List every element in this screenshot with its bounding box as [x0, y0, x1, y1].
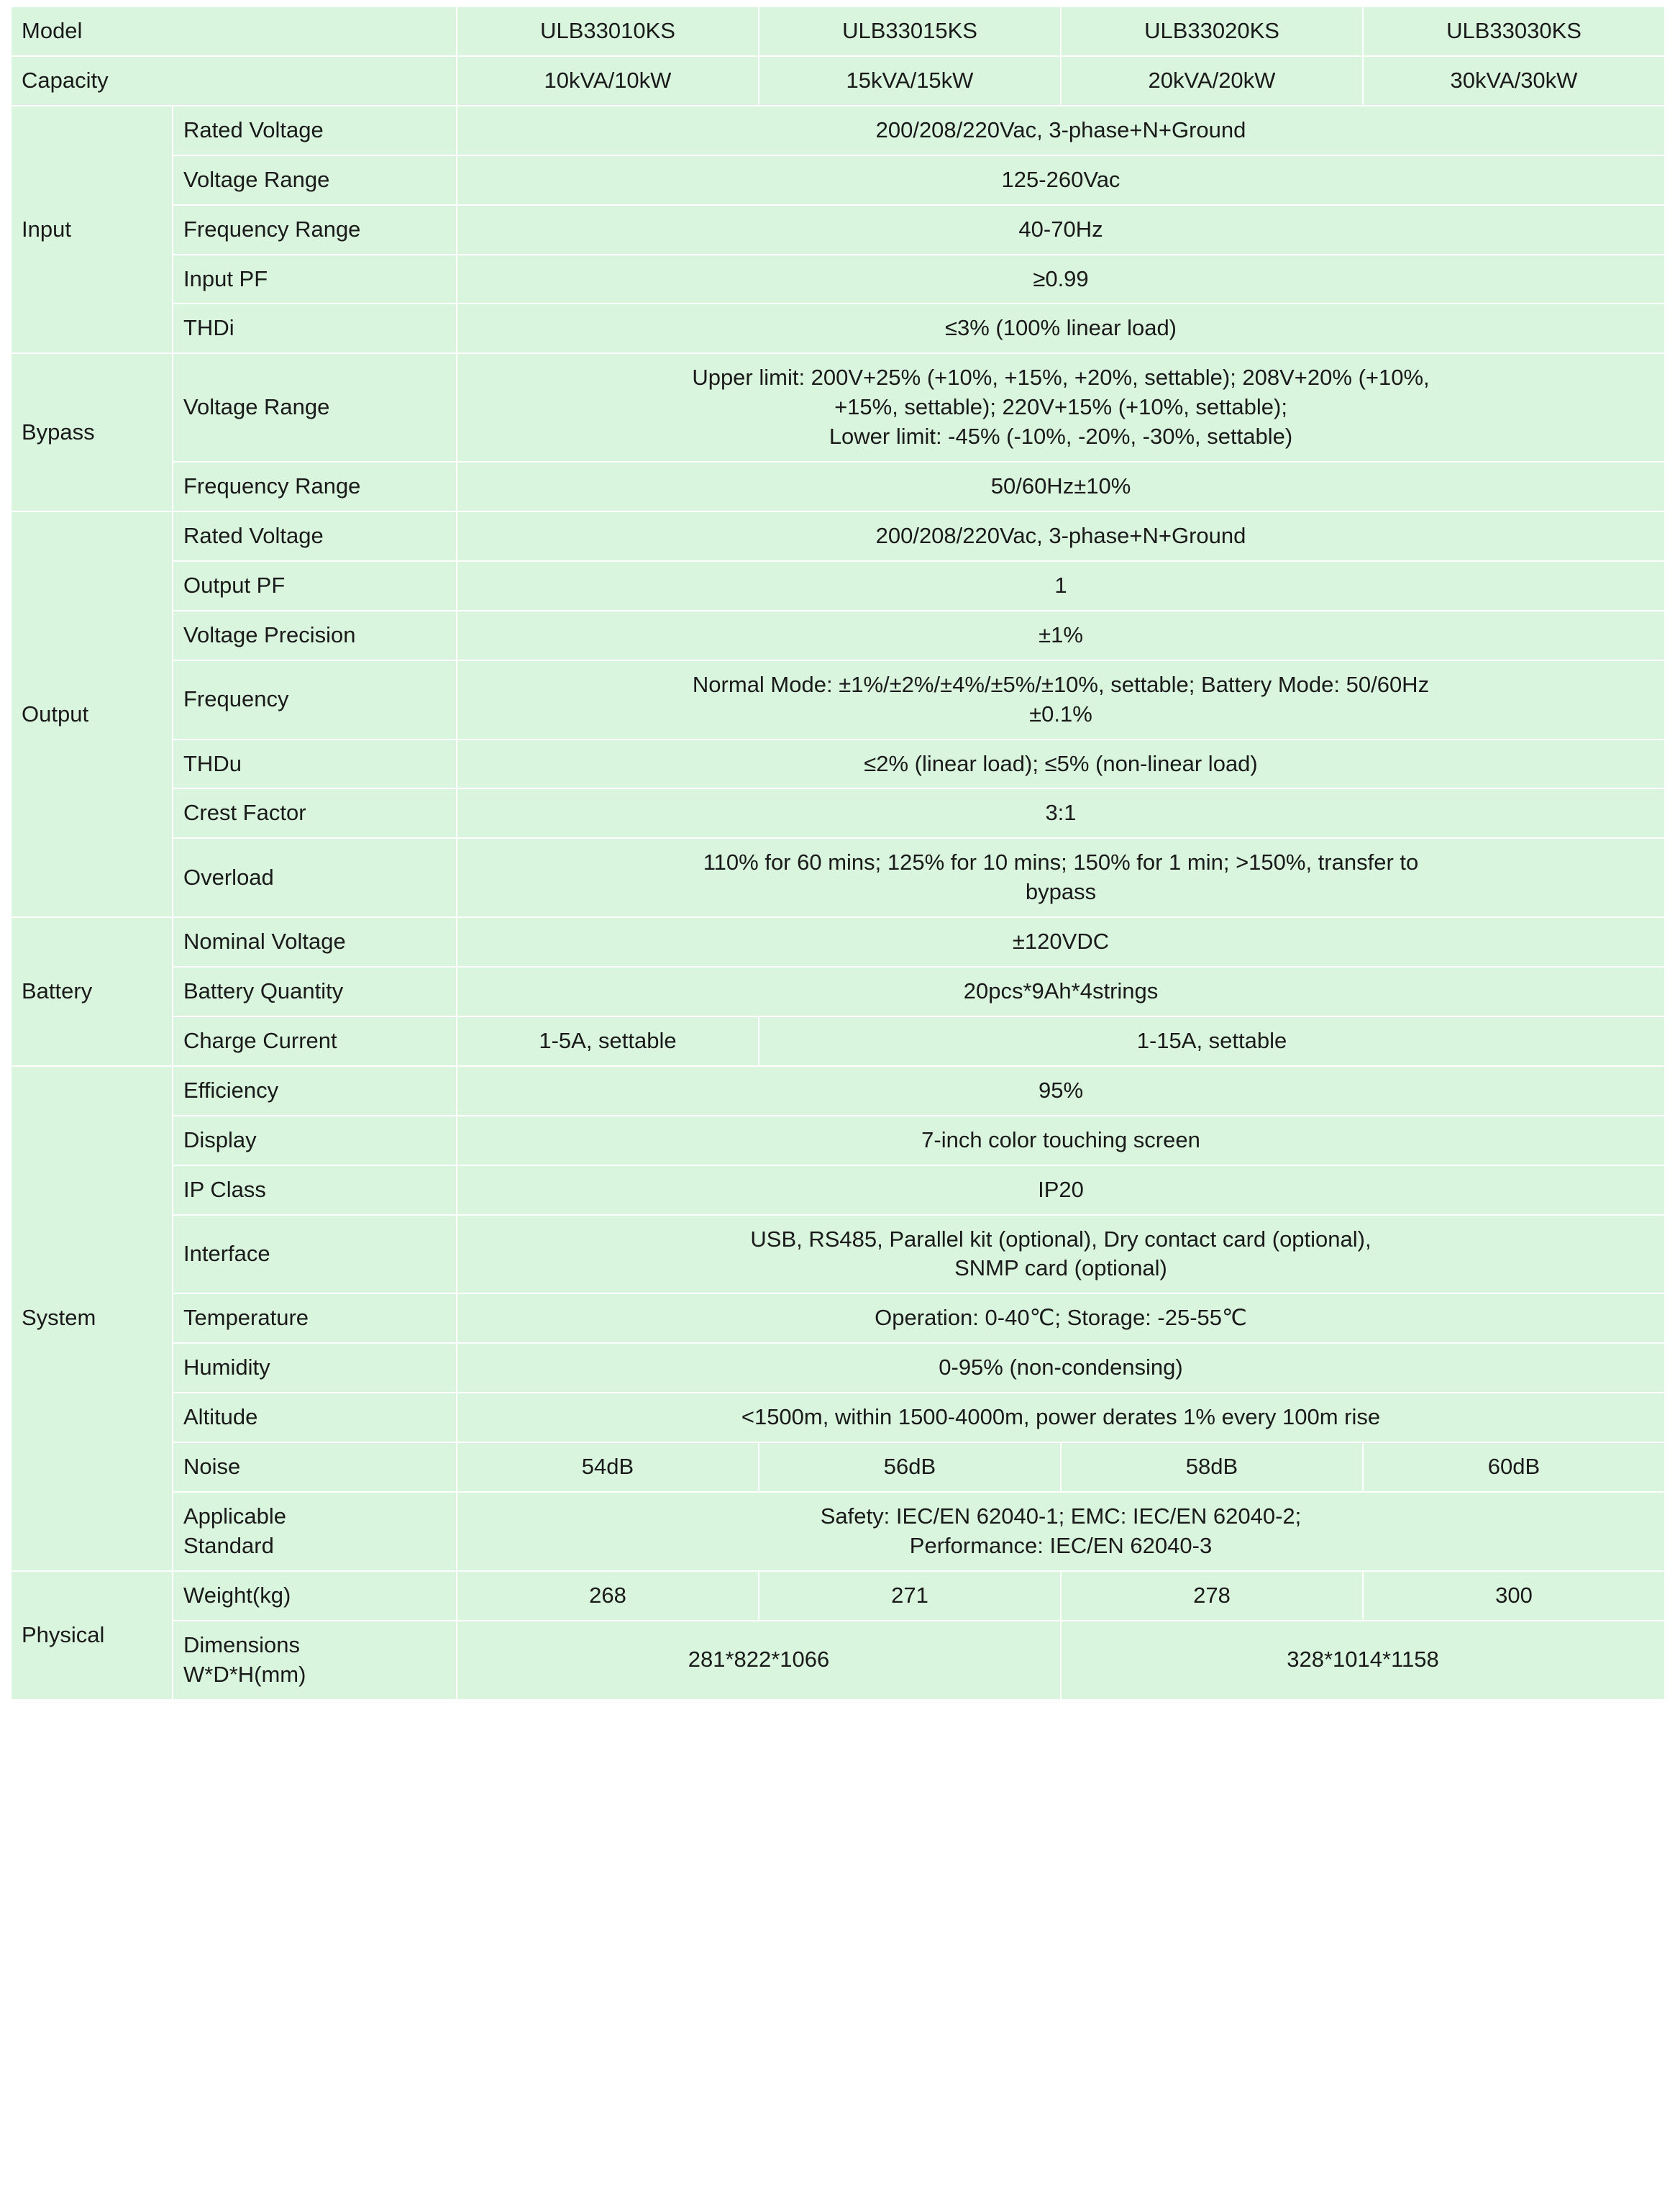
table-row-battery-quantity — [11, 967, 1665, 1016]
table-row-output-rated-voltage — [11, 511, 1665, 561]
value-system-ip-class: IP20 — [457, 1165, 1665, 1215]
value-input-frequency-range: 40-70Hz — [457, 205, 1665, 255]
value-system-noise-2: 56dB — [759, 1442, 1061, 1492]
group-label-bypass: Bypass — [11, 353, 173, 511]
item-system-applicable-standard — [173, 1492, 457, 1571]
item-physical-dimensions — [173, 1621, 457, 1700]
value-physical-dimensions-2: 328*1014*1158 — [1061, 1621, 1665, 1700]
item-system-display: Display — [173, 1116, 457, 1165]
value-output-overload — [457, 838, 1665, 917]
value-output-frequency-line2: ±0.1% — [1029, 701, 1092, 727]
item-output-rated-voltage: Rated Voltage — [173, 511, 457, 561]
table-row-input-frequency-range — [11, 205, 1665, 255]
value-physical-weight-2: 271 — [759, 1571, 1061, 1621]
value-output-overload-line1: 110% for 60 mins; 125% for 10 mins; 150% for 1 min; >150%, transfer to — [703, 850, 1419, 875]
group-label-system: System — [11, 1066, 173, 1571]
item-system-interface: Interface — [173, 1215, 457, 1294]
capacity-value-3: 20kVA/20kW — [1061, 56, 1363, 106]
item-system-efficiency: Efficiency — [173, 1066, 457, 1116]
item-physical-dimensions-line2: W*D*H(mm) — [183, 1661, 306, 1687]
value-bypass-voltage-range-line2: +15%, settable); 220V+15% (+10%, settable); — [834, 394, 1287, 420]
value-physical-weight-4: 300 — [1363, 1571, 1665, 1621]
item-output-voltage-precision: Voltage Precision — [173, 611, 457, 660]
value-battery-nominal-voltage: ±120VDC — [457, 917, 1665, 967]
value-input-rated-voltage: 200/208/220Vac, 3-phase+N+Ground — [457, 106, 1665, 155]
value-input-voltage-range: 125-260Vac — [457, 155, 1665, 205]
model-label: Model — [11, 6, 457, 56]
value-battery-quantity: 20pcs*9Ah*4strings — [457, 967, 1665, 1016]
item-system-altitude: Altitude — [173, 1393, 457, 1442]
item-bypass-voltage-range: Voltage Range — [173, 353, 457, 462]
value-bypass-voltage-range-line3: Lower limit: -45% (-10%, -20%, -30%, settable) — [829, 424, 1293, 450]
value-bypass-voltage-range-line1: Upper limit: 200V+25% (+10%, +15%, +20%, settable); 208V+20% (+10%, — [692, 365, 1430, 391]
item-input-frequency-range: Frequency Range — [173, 205, 457, 255]
value-system-efficiency: 95% — [457, 1066, 1665, 1116]
table-row-system-display — [11, 1116, 1665, 1165]
value-system-interface-line2: SNMP card (optional) — [954, 1255, 1167, 1281]
table-row-output-frequency — [11, 660, 1665, 739]
table-row-physical-dimensions — [11, 1621, 1665, 1700]
item-battery-quantity: Battery Quantity — [173, 967, 457, 1016]
value-input-pf: ≥0.99 — [457, 255, 1665, 304]
item-bypass-frequency-range: Frequency Range — [173, 462, 457, 511]
item-battery-nominal-voltage: Nominal Voltage — [173, 917, 457, 967]
table-row-input-voltage-range — [11, 155, 1665, 205]
item-output-crest-factor: Crest Factor — [173, 788, 457, 838]
item-system-temperature: Temperature — [173, 1293, 457, 1343]
table-row-model — [11, 6, 1665, 56]
value-output-crest-factor: 3:1 — [457, 788, 1665, 838]
value-system-noise-4: 60dB — [1363, 1442, 1665, 1492]
group-label-physical: Physical — [11, 1571, 173, 1700]
item-system-humidity: Humidity — [173, 1343, 457, 1393]
value-output-frequency-line1: Normal Mode: ±1%/±2%/±4%/±5%/±10%, settable; Battery Mode: 50/60Hz — [692, 671, 1430, 697]
table-row-input-thdi — [11, 304, 1665, 353]
value-system-applicable-standard — [457, 1492, 1665, 1571]
item-input-pf: Input PF — [173, 255, 457, 304]
value-system-applicable-standard-line1: Safety: IEC/EN 62040-1; EMC: IEC/EN 62040-2; — [820, 1503, 1302, 1529]
item-input-thdi: THDi — [173, 304, 457, 353]
item-physical-weight: Weight(kg) — [173, 1571, 457, 1621]
item-output-pf: Output PF — [173, 561, 457, 611]
model-header-2: ULB33015KS — [759, 6, 1061, 56]
item-input-rated-voltage: Rated Voltage — [173, 106, 457, 155]
table-row-system-efficiency — [11, 1066, 1665, 1116]
table-row-output-overload — [11, 838, 1665, 917]
table-row-bypass-frequency-range — [11, 462, 1665, 511]
value-system-display: 7-inch color touching screen — [457, 1116, 1665, 1165]
value-system-altitude: <1500m, within 1500-4000m, power derates 1% every 100m rise — [457, 1393, 1665, 1442]
item-system-applicable-standard-line2: Standard — [183, 1532, 274, 1558]
group-label-input: Input — [11, 106, 173, 354]
value-output-frequency — [457, 660, 1665, 739]
table-row-output-crest-factor — [11, 788, 1665, 838]
value-system-noise-3: 58dB — [1061, 1442, 1363, 1492]
item-output-frequency: Frequency — [173, 660, 457, 739]
item-system-applicable-standard-line1: Applicable — [183, 1503, 287, 1529]
value-physical-weight-3: 278 — [1061, 1571, 1363, 1621]
value-system-noise-1: 54dB — [457, 1442, 759, 1492]
table-row-system-interface — [11, 1215, 1665, 1294]
table-row-system-altitude — [11, 1393, 1665, 1442]
item-output-thdu: THDu — [173, 739, 457, 789]
value-bypass-frequency-range: 50/60Hz±10% — [457, 462, 1665, 511]
item-input-voltage-range: Voltage Range — [173, 155, 457, 205]
table-row-capacity — [11, 56, 1665, 106]
model-header-4: ULB33030KS — [1363, 6, 1665, 56]
table-row-system-humidity — [11, 1343, 1665, 1393]
value-output-pf: 1 — [457, 561, 1665, 611]
capacity-value-2: 15kVA/15kW — [759, 56, 1061, 106]
capacity-label: Capacity — [11, 56, 457, 106]
table-row-output-pf — [11, 561, 1665, 611]
table-row-output-thdu — [11, 739, 1665, 789]
item-system-noise: Noise — [173, 1442, 457, 1492]
table-row-battery-charge-current — [11, 1016, 1665, 1066]
table-row-bypass-voltage-range — [11, 353, 1665, 462]
value-physical-dimensions-1: 281*822*1066 — [457, 1621, 1061, 1700]
table-row-system-applicable-standard — [11, 1492, 1665, 1571]
table-row-input-pf — [11, 255, 1665, 304]
item-battery-charge-current: Charge Current — [173, 1016, 457, 1066]
value-output-overload-line2: bypass — [1025, 879, 1097, 905]
table-row-physical-weight — [11, 1571, 1665, 1621]
table-row-battery-nominal-voltage — [11, 917, 1665, 967]
item-system-ip-class: IP Class — [173, 1165, 457, 1215]
table-row-system-temperature — [11, 1293, 1665, 1343]
value-output-rated-voltage: 200/208/220Vac, 3-phase+N+Ground — [457, 511, 1665, 561]
value-battery-charge-current-1: 1-5A, settable — [457, 1016, 759, 1066]
value-battery-charge-current-2: 1-15A, settable — [759, 1016, 1665, 1066]
value-system-temperature: Operation: 0-40℃; Storage: -25-55℃ — [457, 1293, 1665, 1343]
group-label-battery: Battery — [11, 917, 173, 1066]
table-row-system-ip-class — [11, 1165, 1665, 1215]
value-input-thdi: ≤3% (100% linear load) — [457, 304, 1665, 353]
value-system-interface-line1: USB, RS485, Parallel kit (optional), Dry contact card (optional), — [750, 1226, 1372, 1252]
capacity-value-1: 10kVA/10kW — [457, 56, 759, 106]
value-system-applicable-standard-line2: Performance: IEC/EN 62040-3 — [909, 1532, 1213, 1558]
item-physical-dimensions-line1: Dimensions — [183, 1631, 300, 1657]
value-system-interface — [457, 1215, 1665, 1294]
group-label-output: Output — [11, 511, 173, 917]
value-system-humidity: 0-95% (non-condensing) — [457, 1343, 1665, 1393]
model-header-3: ULB33020KS — [1061, 6, 1363, 56]
table-row-output-voltage-precision — [11, 611, 1665, 660]
capacity-value-4: 30kVA/30kW — [1363, 56, 1665, 106]
table-row-input-rated-voltage — [11, 106, 1665, 155]
item-output-overload: Overload — [173, 838, 457, 917]
value-output-thdu: ≤2% (linear load); ≤5% (non-linear load) — [457, 739, 1665, 789]
value-physical-weight-1: 268 — [457, 1571, 759, 1621]
specification-table — [10, 6, 1666, 1701]
value-output-voltage-precision: ±1% — [457, 611, 1665, 660]
table-row-system-noise — [11, 1442, 1665, 1492]
value-bypass-voltage-range — [457, 353, 1665, 462]
model-header-1: ULB33010KS — [457, 6, 759, 56]
